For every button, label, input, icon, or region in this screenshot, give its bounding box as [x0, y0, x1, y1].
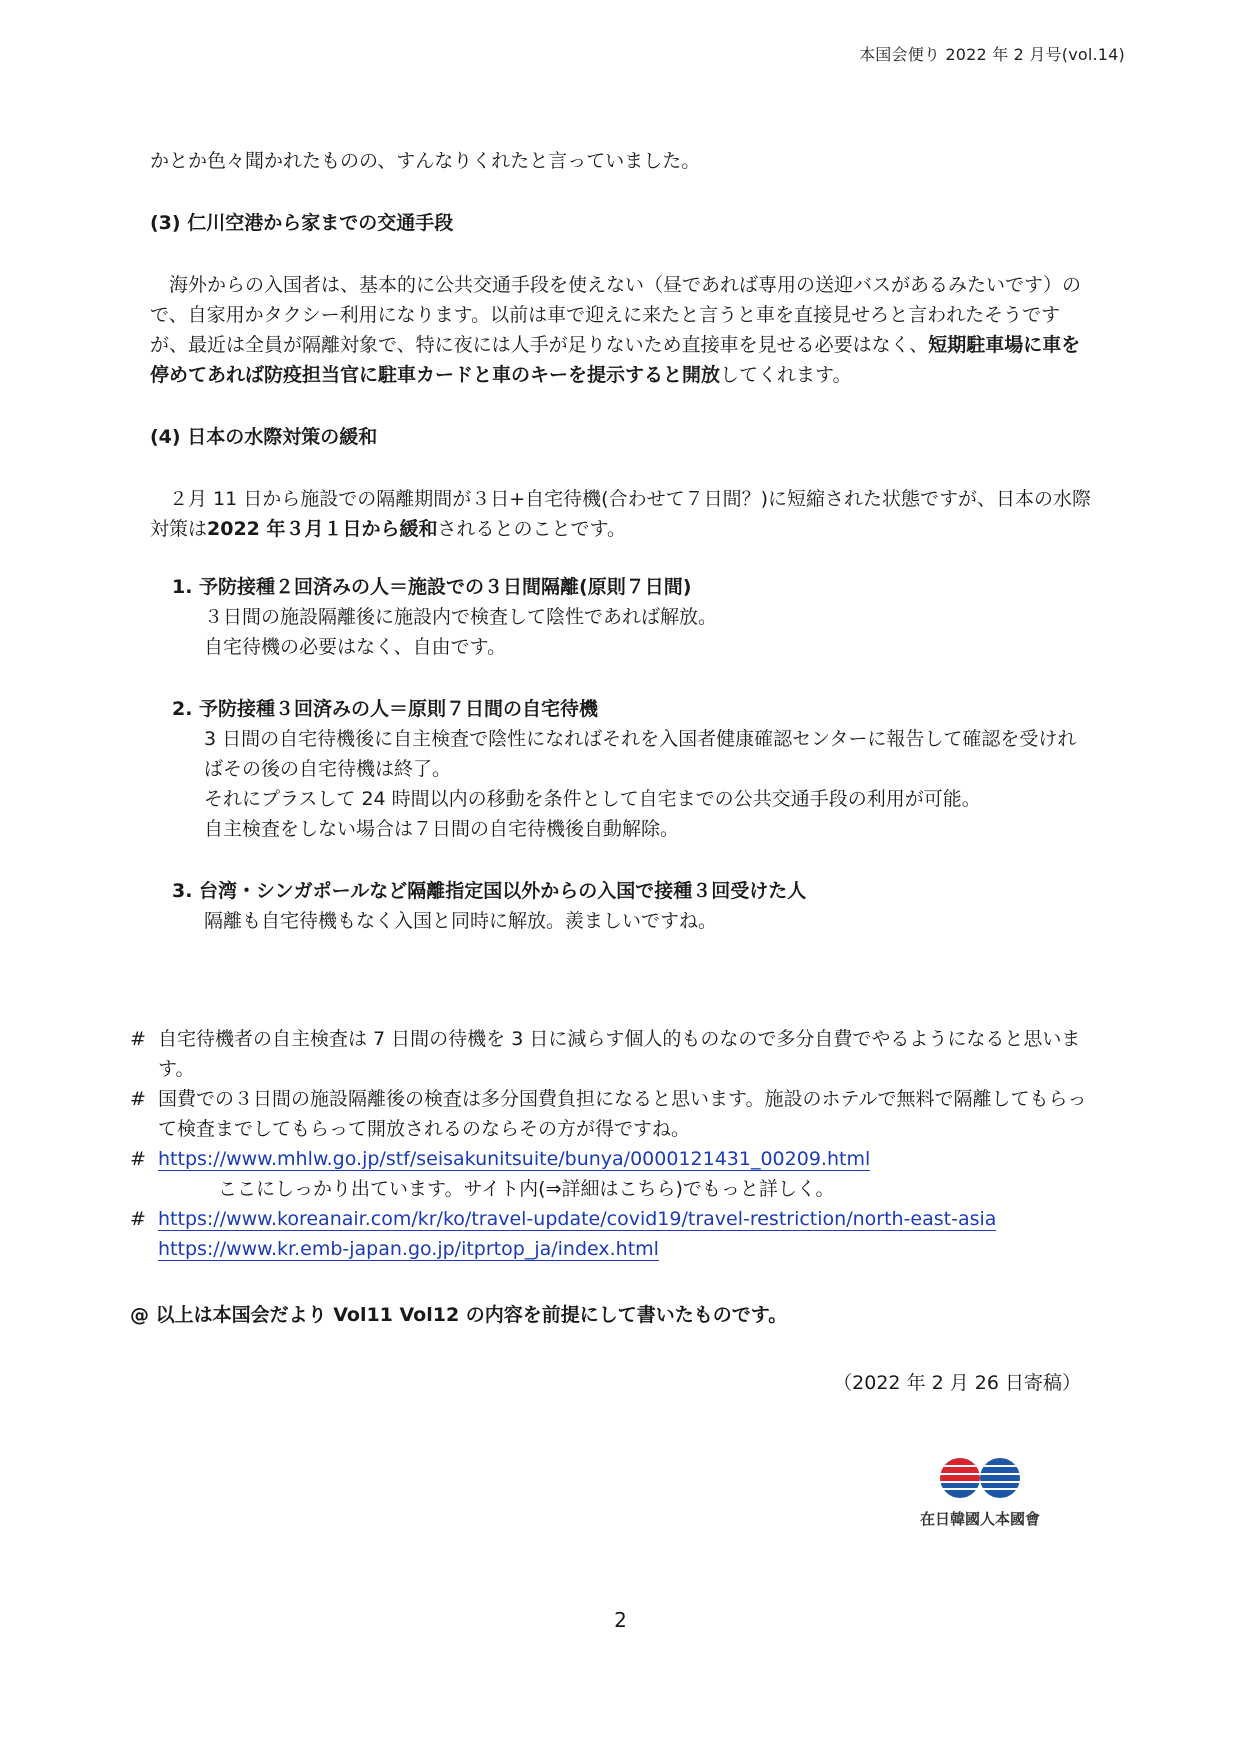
koreanair-link[interactable]: https://www.koreanair.com/kr/ko/travel-update/covid19/travel-restriction/north-east-asia	[158, 1208, 997, 1230]
continuation-text: かとか色々聞かれたものの、すんなりくれたと言っていました。	[150, 150, 701, 172]
list-item-title: 1. 予防接種２回済みの人＝施設での３日間隔離(原則７日間)	[172, 576, 692, 598]
notes-section	[130, 1024, 1095, 1264]
note-link-2: # https://www.koreanair.com/kr/ko/travel-update/covid19/travel-restriction/north-east-asia https://www.kr.emb-japan.go.jp/itprtop_ja/index.html	[130, 1208, 997, 1260]
list-item-line: それにプラスして 24 時間以内の移動を条件として自宅までの公共交通手段の利用が可能。	[204, 788, 981, 810]
page-header: 本国会便り 2022 年 2 月号(vol.14)	[859, 45, 1125, 64]
list-item-1	[172, 572, 1095, 662]
document-body	[150, 146, 1095, 936]
section-3-paragraph: 海外からの入国者は、基本的に公共交通手段を使えない（昼であれば専用の送迎バスがあるみたいです）ので、自家用かタクシー利用になります。以前は車で迎えに来たと言うと車を直接見せろと言われたそうですが、最近は全員が隔離対象で、特に夜には人手が足りないため直接車を見せる必要はなく、短期駐車場に車を停めてあれば防疫担当官に駐車カードと車のキーを提示すると開放してくれます。	[150, 274, 1082, 386]
note-2: # 国費での３日間の施設隔離後の検査は多分国費負担になると思います。施設のホテルで無料で隔離してもらって検査までしてもらって開放されるのならその方が得ですね。	[130, 1088, 1087, 1140]
note-1: # 自宅待機者の自主検査は 7 日間の待機を 3 日に減らす個人的ものなので多分自費でやるようになると思います。	[130, 1028, 1081, 1080]
page-number: 2	[614, 1608, 627, 1632]
list-item-3	[172, 876, 1095, 936]
list-item-title: 3. 台湾・シンガポールなど隔離指定国以外からの入国で接種３回受けた人	[172, 880, 807, 902]
embassy-link[interactable]: https://www.kr.emb-japan.go.jp/itprtop_ja/index.html	[158, 1238, 659, 1260]
contribution-date: （2022 年 2 月 26 日寄稿）	[833, 1372, 1081, 1394]
list-item-title: 2. 予防接種３回済みの人＝原則７日間の自宅待機	[172, 698, 599, 720]
note-link-1: # https://www.mhlw.go.jp/stf/seisakunitsuite/bunya/0000121431_00209.html ここにしっかり出ています。サイト内(⇒詳細はこちら)でもっと詳しく。	[130, 1144, 1095, 1204]
list-item-line: ３日間の施設隔離後に施設内で検査して陰性であれば解放。	[204, 606, 718, 628]
list-item-line: 隔離も自宅待機もなく入国と同時に解放。羨ましいですね。	[204, 910, 718, 932]
closing-note: @ 以上は本国会だより Vol11 Vol12 の内容を前提にして書いたものです。	[130, 1304, 788, 1326]
section-3-bold-text: 短期駐車場に車を停めてあれば防疫担当官に駐車カードと車のキーを提示すると開放	[150, 334, 1081, 386]
section-3-title: (3) 仁川空港から家までの交通手段	[150, 212, 454, 234]
list-item-2	[172, 694, 1095, 844]
organization-logo	[918, 1456, 1078, 1536]
list-item-line: 自宅待機の必要はなく、自由です。	[204, 636, 507, 658]
section-4-title: (4) 日本の水際対策の緩和	[150, 426, 378, 448]
section-4-paragraph: ２月 11 日から施設での隔離期間が３日+自宅待機(合わせて７日間？)に短縮された状態ですが、日本の水際対策は2022 年３月１日から緩和されるとのことです。	[150, 488, 1092, 540]
section-4-bold-text: 2022 年３月１日から緩和	[207, 518, 438, 540]
link-description: ここにしっかり出ています。サイト内(⇒詳細はこちら)でもっと詳しく。	[218, 1178, 835, 1200]
mhlw-link[interactable]: https://www.mhlw.go.jp/stf/seisakunitsuite/bunya/0000121431_00209.html	[158, 1148, 871, 1170]
logo-text: 在日韓國人本國會	[919, 1510, 1041, 1528]
list-item-line: 自主検査をしない場合は７日間の自宅待機後自動解除。	[204, 818, 680, 840]
list-item-line: 3 日間の自宅待機後に自主検査で陰性になればそれを入国者健康確認センターに報告して確認を受ければその後の自宅待機は終了。	[204, 728, 1077, 780]
logo-emblem-icon	[918, 1456, 1078, 1536]
